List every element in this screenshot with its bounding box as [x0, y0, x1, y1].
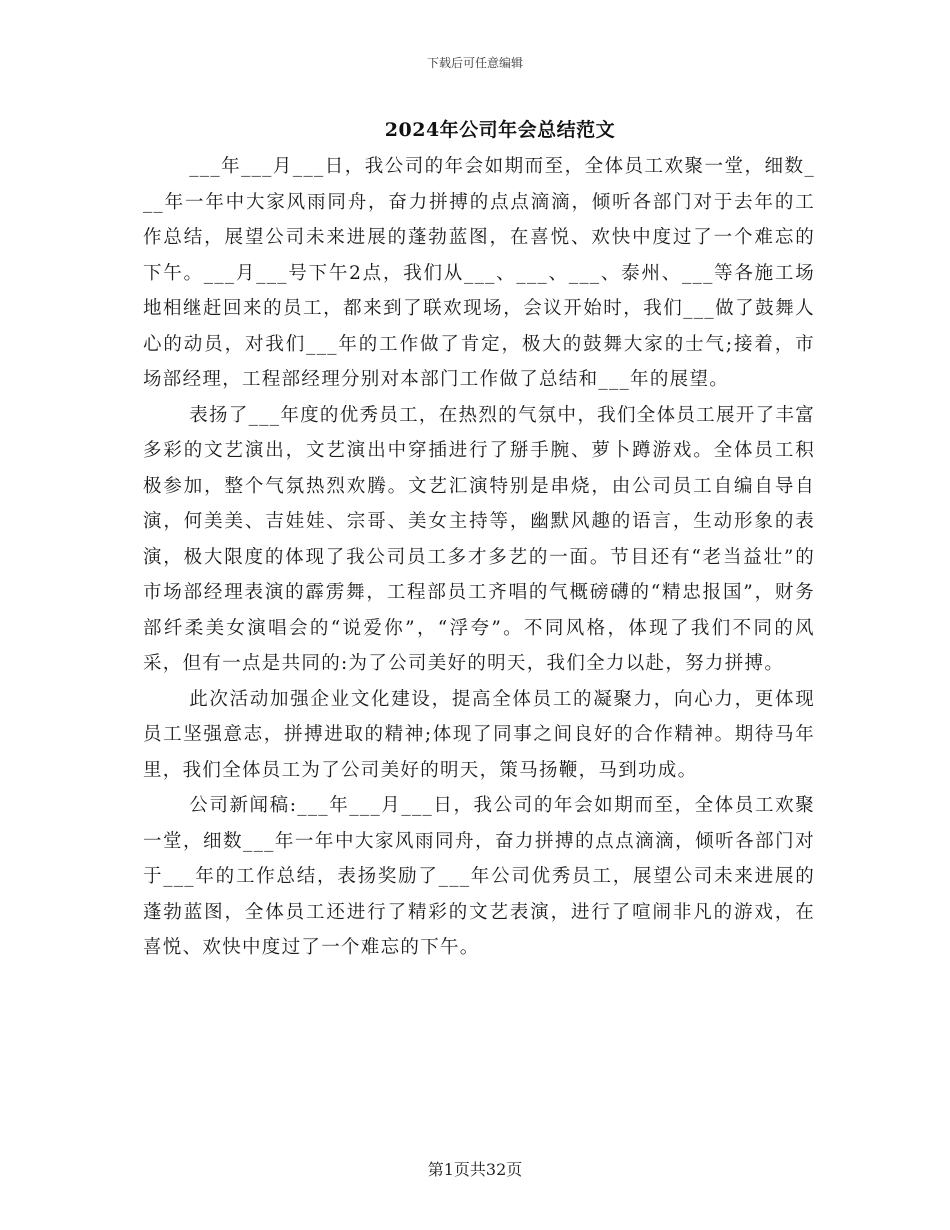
paragraph-4: 公司新闻稿:___年___月___日，我公司的年会如期而至，全体员工欢聚一堂，细数___年一年中大家风雨同舟，奋力拼搏的点点滴滴，倾听各部门对于___年的工作总结，表扬奖励了___年公司优秀员工，展望公司未来进展的蓬勃蓝图，全体员工还进行了精彩的文艺表演，进行了喧闹非凡的游戏，在喜悦、欢快中度过了一个难忘的下午。 [143, 795, 815, 958]
paragraph-3: 此次活动加强企业文化建设，提高全体员工的凝聚力，向心力，更体现员工坚强意志，拼搏进取的精神;体现了同事之间良好的合作精神。期待马年里，我们全体员工为了公司美好的明天，策马扬鞭，马到功成。 [143, 688, 815, 781]
document-title: 2024年公司年会总结范文 [384, 119, 616, 141]
paragraph-1: ___年___月___日，我公司的年会如期而至，全体员工欢聚一堂，细数___年一年中大家风雨同舟，奋力拼搏的点点滴滴，倾听各部门对于去年的工作总结，展望公司未来进展的蓬勃蓝图，在喜悦、欢快中度过了一个难忘的下午。___月___号下午2点，我们从___、___、___、泰州、___等各施工场地相继赶回来的员工，都来到了联欢现场，会议开始时，我们___做了鼓舞人心的动员，对我们___年的工作做了肯定，极大的鼓舞大家的士气;接着，市场部经理，工程部经理分别对本部门工作做了总结和___年的展望。 [143, 156, 815, 390]
paragraph-2: 表扬了___年度的优秀员工，在热烈的气氛中，我们全体员工展开了丰富多彩的文艺演出，文艺演出中穿插进行了掰手腕、萝卜蹲游戏。全体员工积极参加，整个气氛热烈欢腾。文艺汇演特别是串烧，由公司员工自编自导自演，何美美、吉娃娃、宗哥、美女主持等，幽默风趣的语言，生动形象的表演，极大限度的体现了我公司员工多才多艺的一面。节目还有“老当益壮”的市场部经理表演的霹雳舞，工程部员工齐唱的气概磅礴的“精忠报国”，财务部纤柔美女演唱会的“说爱你”，“浮夸”。不同风格，体现了我们不同的风采，但有一点是共同的:为了公司美好的明天，我们全力以赴，努力拼搏。 [143, 404, 815, 674]
document-body [143, 149, 815, 966]
page-number: 第1页共32页 [427, 1160, 523, 1179]
header-note: 下载后可任意编辑 [426, 56, 523, 70]
